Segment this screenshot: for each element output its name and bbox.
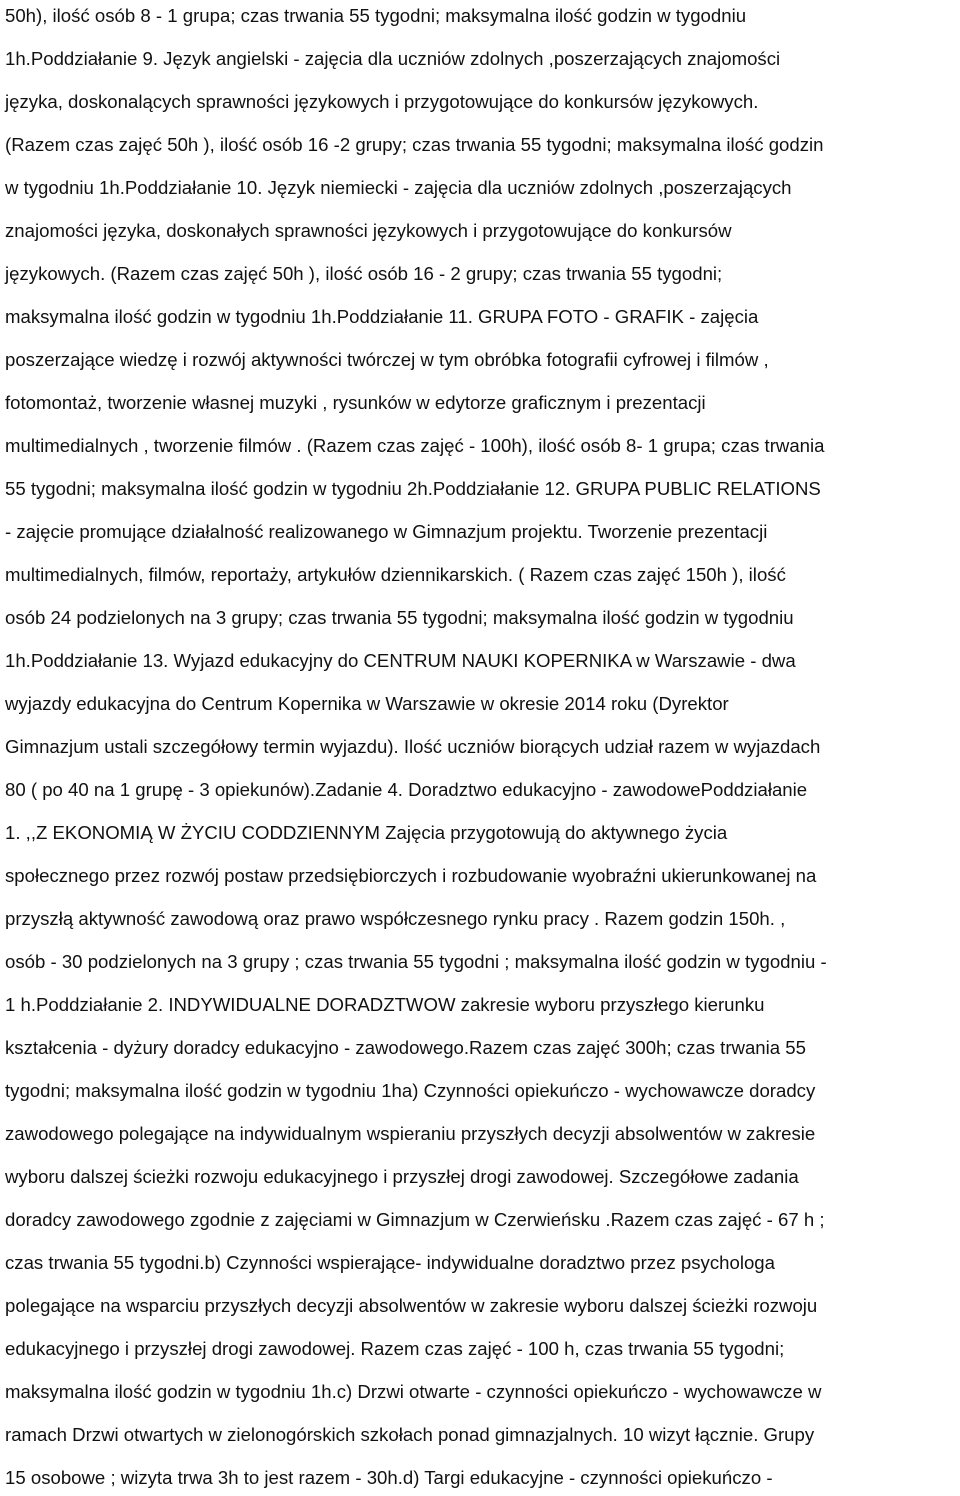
text-line-8: maksymalna ilość godzin w tygodniu 1h.Poddziałanie 11. GRUPA FOTO - GRAFIK - zajęcia [5, 306, 759, 327]
text-line-13: - zajęcie promujące działalność realizowanego w Gimnazjum projektu. Tworzenie prezentacji [5, 521, 768, 542]
text-line-22: przyszłą aktywność zawodową oraz prawo współczesnego rynku pracy . Razem godzin 150h. , [5, 908, 786, 929]
text-line-17: wyjazdy edukacyjna do Centrum Kopernika w Warszawie w okresie 2014 roku (Dyrektor [5, 693, 729, 714]
text-line-2: 1h.Poddziałanie 9. Język angielski - zajęcia dla uczniów zdolnych ,poszerzających znajomości [5, 48, 781, 69]
text-line-34: ramach Drzwi otwartych w zielonogórskich szkołach ponad gimnazjalnych. 10 wizyt łącznie. Grupy [5, 1424, 815, 1445]
text-line-23: osób - 30 podzielonych na 3 grupy ; czas trwania 55 tygodni ; maksymalna ilość godzin w tygodniu - [5, 951, 827, 972]
text-line-10: fotomontaż, tworzenie własnej muzyki , rysunków w edytorze graficznym i prezentacji [5, 392, 706, 413]
text-line-5: w tygodniu 1h.Poddziałanie 10. Język niemiecki - zajęcia dla uczniów zdolnych ,poszerzających [5, 177, 792, 198]
text-line-3: języka, doskonalących sprawności językowych i przygotowujące do konkursów językowych. [5, 91, 759, 112]
text-line-16: 1h.Poddziałanie 13. Wyjazd edukacyjny do CENTRUM NAUKI KOPERNIKA w Warszawie - dwa [5, 650, 796, 671]
text-line-27: zawodowego polegające na indywidualnym wspieraniu przyszłych decyzji absolwentów w zakresie [5, 1123, 816, 1144]
text-line-30: czas trwania 55 tygodni.b) Czynności wspierające- indywidualne doradztwo przez psychologa [5, 1252, 775, 1273]
text-line-11: multimedialnych , tworzenie filmów . (Razem czas zajęć - 100h), ilość osób 8- 1 grupa; czas trwania [5, 435, 825, 456]
text-line-7: językowych. (Razem czas zajęć 50h ), ilość osób 16 - 2 grupy; czas trwania 55 tygodni; [5, 263, 723, 284]
text-line-32: edukacyjnego i przyszłej drogi zawodowej. Razem czas zajęć - 100 h, czas trwania 55 tygodni; [5, 1338, 785, 1359]
text-line-29: doradcy zawodowego zgodnie z zajęciami w Gimnazjum w Czerwieńsku .Razem czas zajęć - 67 h ; [5, 1209, 825, 1230]
text-line-12: 55 tygodni; maksymalna ilość godzin w tygodniu 2h.Poddziałanie 12. GRUPA PUBLIC RELATIONS [5, 478, 821, 499]
text-line-26: tygodni; maksymalna ilość godzin w tygodniu 1ha) Czynności opiekuńczo - wychowawcze doradcy [5, 1080, 816, 1101]
text-line-19: 80 ( po 40 na 1 grupę - 3 opiekunów).Zadanie 4. Doradztwo edukacyjno - zawodowePoddziałanie [5, 779, 808, 800]
text-line-6: znajomości języka, doskonałych sprawności językowych i przygotowujące do konkursów [5, 220, 732, 241]
text-line-21: społecznego przez rozwój postaw przedsiębiorczych i rozbudowanie wyobraźni ukierunkowanej na [5, 865, 817, 886]
text-line-18: Gimnazjum ustali szczegółowy termin wyjazdu). Ilość uczniów biorących udział razem w wyjazdach [5, 736, 821, 757]
text-line-31: polegające na wsparciu przyszłych decyzji absolwentów w zakresie wyboru dalszej ścieżki rozwoju [5, 1295, 818, 1316]
text-line-24: 1 h.Poddziałanie 2. INDYWIDUALNE DORADZTWOW zakresie wyboru przyszłego kierunku [5, 994, 765, 1015]
text-line-15: osób 24 podzielonych na 3 grupy; czas trwania 55 tygodni; maksymalna ilość godzin w tygodniu [5, 607, 794, 628]
text-line-28: wyboru dalszej ścieżki rozwoju edukacyjnego i przyszłej drogi zawodowej. Szczegółowe zadania [5, 1166, 799, 1187]
text-line-20: 1. ,,Z EKONOMIĄ W ŻYCIU CODDZIENNYM Zajęcia przygotowują do aktywnego życia [5, 822, 728, 843]
text-line-33: maksymalna ilość godzin w tygodniu 1h.c) Drzwi otwarte - czynności opiekuńczo - wychowawcze w [5, 1381, 822, 1402]
text-line-4: (Razem czas zajęć 50h ), ilość osób 16 -2 grupy; czas trwania 55 tygodni; maksymalna ilość godzin [5, 134, 824, 155]
text-line-25: kształcenia - dyżury doradcy edukacyjno - zawodowego.Razem czas zajęć 300h; czas trwania 55 [5, 1037, 806, 1058]
text-line-14: multimedialnych, filmów, reportaży, artykułów dziennikarskich. ( Razem czas zajęć 150h ), ilość [5, 564, 786, 585]
text-line-35: 15 osobowe ; wizyta trwa 3h to jest razem - 30h.d) Targi edukacyjne - czynności opiekuńczo - [5, 1467, 773, 1488]
text-line-9: poszerzające wiedzę i rozwój aktywności twórczej w tym obróbka fotografii cyfrowej i filmów , [5, 349, 769, 370]
text-line-1: 50h), ilość osób 8 - 1 grupa; czas trwania 55 tygodni; maksymalna ilość godzin w tygodniu [5, 5, 747, 26]
